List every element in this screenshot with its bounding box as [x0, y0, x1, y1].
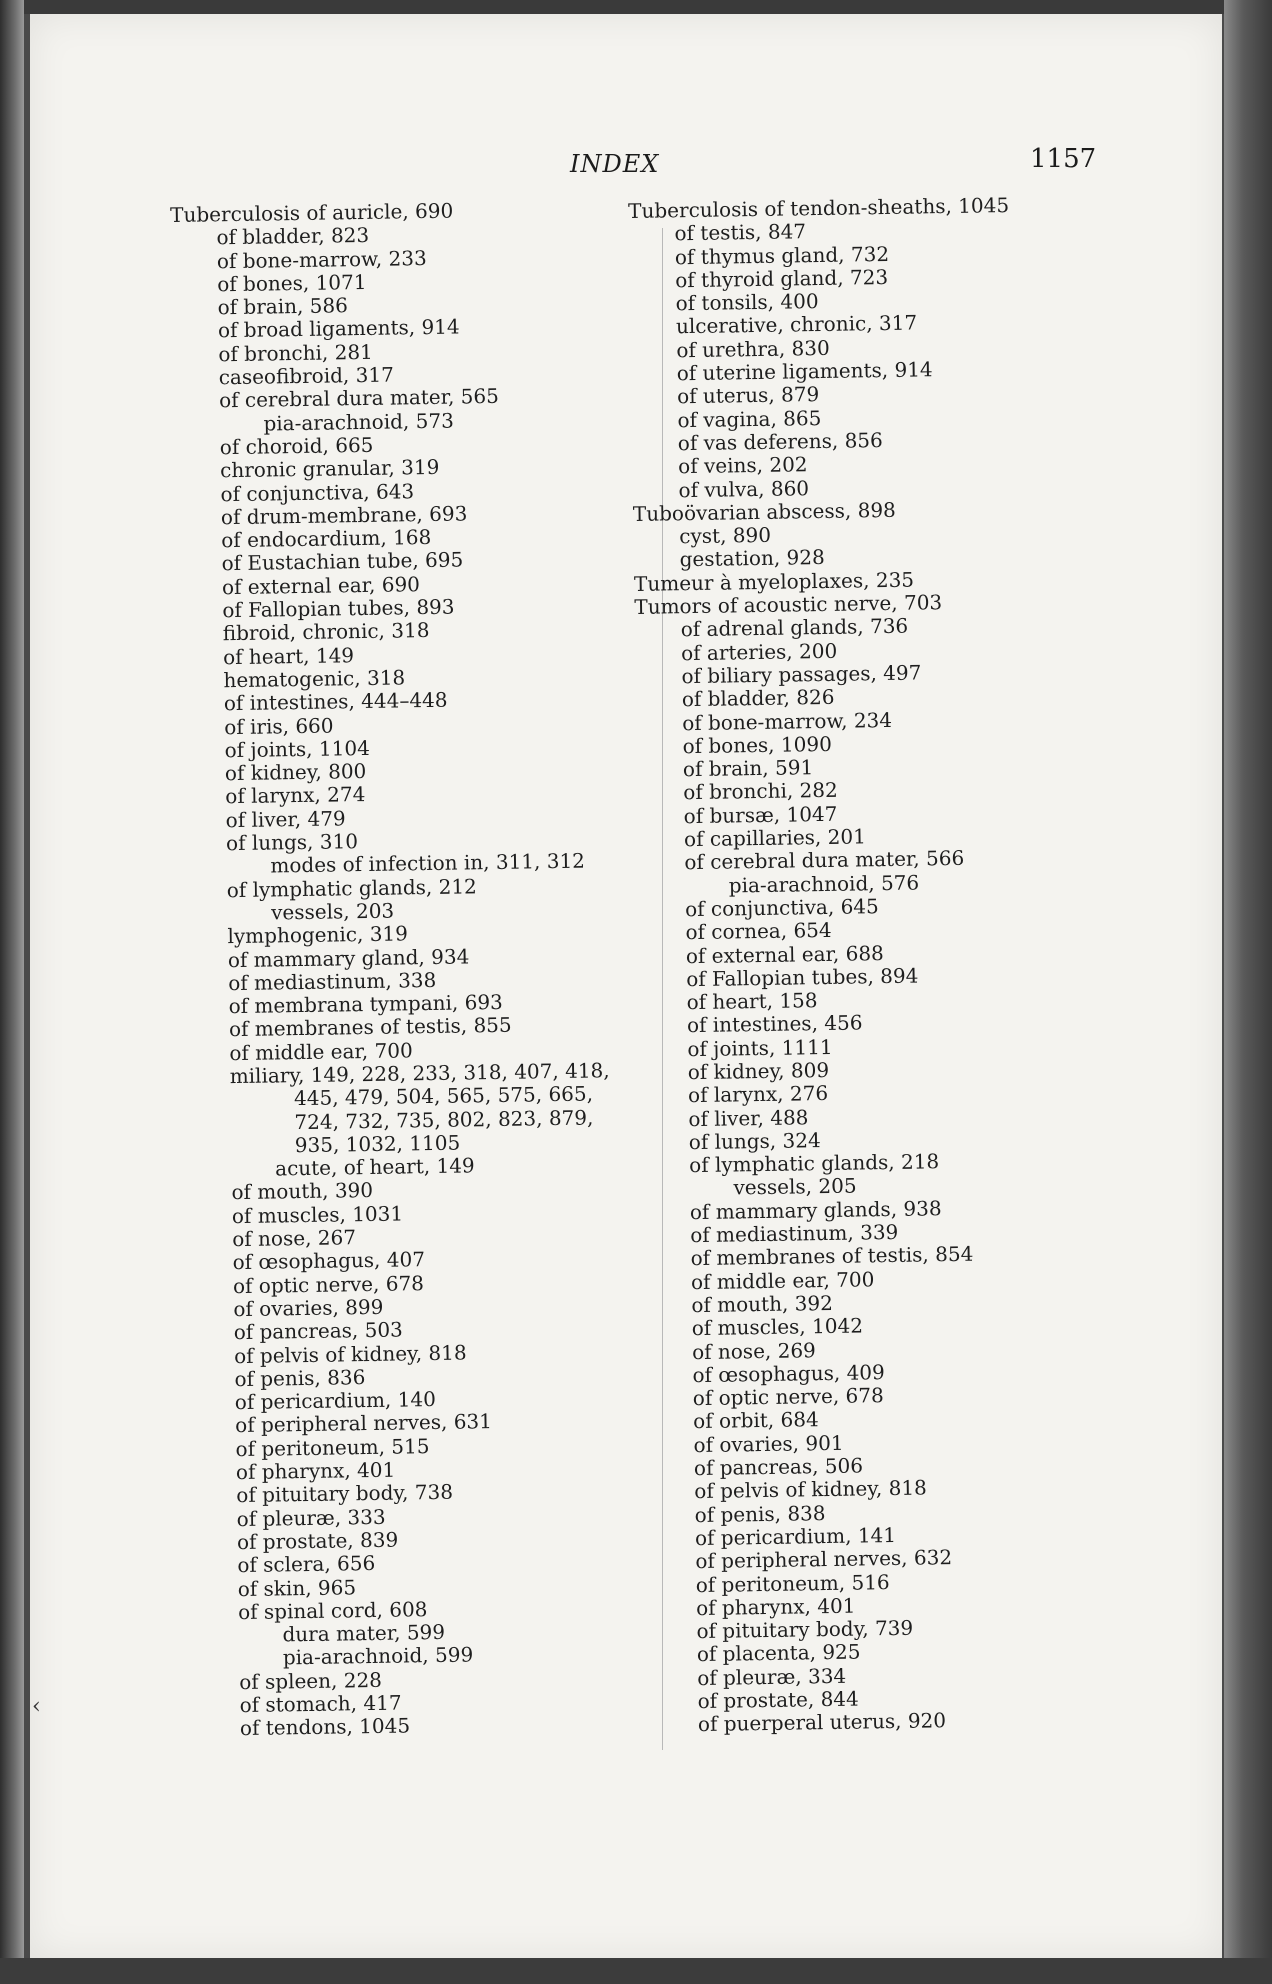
scan-border-bottom [0, 1958, 1272, 1984]
index-subentry: of external ear, 690 [221, 571, 421, 599]
index-subentry: of nose, 269 [691, 1337, 816, 1364]
index-subentry: of penis, 838 [694, 1500, 826, 1527]
index-subentry: of choroid, 665 [219, 432, 374, 460]
index-subentry: of broad ligaments, 914 [217, 314, 460, 343]
index-column-right [628, 193, 1122, 1738]
index-subentry: of œsophagus, 407 [232, 1247, 426, 1275]
index-subentry: of ovaries, 901 [693, 1430, 844, 1457]
index-subentry: of prostate, 844 [697, 1686, 859, 1714]
index-subentry: dura mater, 599 [282, 1619, 446, 1647]
index-subentry: of biliary passages, 497 [681, 660, 922, 689]
index-subentry: of pelvis of kidney, 818 [233, 1340, 467, 1368]
index-subentry: of middle ear, 700 [229, 1037, 413, 1065]
index-subentry: of capillaries, 201 [683, 824, 867, 852]
index-subentry: of joints, 1111 [687, 1034, 833, 1061]
index-subentry: of pancreas, 506 [693, 1453, 864, 1481]
index-subentry: of pharynx, 401 [695, 1593, 856, 1620]
index-heading-entry: Tuberculosis of tendon-sheaths, 1045 [627, 193, 1010, 223]
index-subentry: pia-arachnoid, 576 [728, 870, 920, 898]
index-subentry: of conjunctiva, 645 [684, 894, 879, 922]
index-subentry: of ovaries, 899 [233, 1294, 384, 1322]
index-subentry: of cornea, 654 [685, 918, 832, 945]
index-subentry: of lungs, 324 [688, 1127, 821, 1155]
index-subentry: of Fallopian tubes, 894 [686, 963, 919, 991]
index-subentry: of mouth, 390 [231, 1178, 374, 1205]
index-subentry: of spleen, 228 [239, 1667, 383, 1694]
index-subentry: of pleuræ, 334 [697, 1663, 847, 1690]
index-subentry: ulcerative, chronic, 317 [675, 310, 918, 339]
index-subentry: of tendons, 1045 [239, 1713, 411, 1741]
index-subentry: of adrenal glands, 736 [680, 613, 909, 642]
index-subentry: of orbit, 684 [693, 1407, 819, 1434]
index-subentry: 445, 479, 504, 565, 575, 665, [293, 1081, 594, 1111]
index-subentry: of vulva, 860 [678, 475, 810, 502]
index-subentry: of optic nerve, 678 [692, 1383, 884, 1411]
index-subentry: miliary, 149, 228, 233, 318, 407, 418, [229, 1058, 610, 1089]
index-subentry: of uterus, 879 [676, 382, 820, 409]
index-subentry: of skin, 965 [237, 1574, 357, 1601]
index-subentry: of stomach, 417 [239, 1690, 402, 1718]
index-subentry: of larynx, 274 [225, 782, 366, 809]
index-subentry: of muscles, 1031 [231, 1201, 404, 1228]
index-subentry: of lymphatic glands, 218 [688, 1149, 940, 1178]
index-subentry: of placenta, 925 [696, 1639, 861, 1667]
index-subentry: cyst, 890 [679, 522, 772, 549]
index-subentry: pia-arachnoid, 599 [282, 1642, 474, 1670]
index-subentry: of muscles, 1042 [691, 1313, 864, 1341]
index-subentry: of lymphatic glands, 212 [226, 873, 477, 902]
index-subentry: of intestines, 456 [686, 1010, 863, 1038]
scan-border-right [1224, 0, 1272, 1984]
index-subentry: of middle ear, 700 [690, 1266, 875, 1294]
scan-border-top [0, 0, 1272, 14]
index-subentry: of prostate, 839 [236, 1527, 399, 1555]
index-subentry: fibroid, chronic, 318 [222, 618, 430, 646]
index-subentry: of bones, 1090 [682, 731, 833, 759]
index-subentry: of membranes of testis, 855 [228, 1013, 512, 1042]
index-subentry: of cerebral dura mater, 565 [218, 384, 500, 413]
index-subentry: of bladder, 826 [681, 685, 835, 712]
index-column-left [170, 196, 674, 1741]
index-subentry: of cerebral dura mater, 566 [684, 846, 965, 875]
index-subentry: of penis, 836 [234, 1364, 366, 1391]
index-heading-entry: Tumors of acoustic nerve, 703 [634, 590, 943, 619]
index-subentry: of pituitary body, 739 [696, 1615, 914, 1644]
index-subentry: of joints, 1104 [224, 735, 370, 763]
index-subentry: of mammary glands, 938 [689, 1195, 942, 1224]
index-subentry: of bone-marrow, 233 [216, 245, 427, 273]
index-subentry: of external ear, 688 [685, 940, 884, 968]
index-heading-entry: Tuberculosis of auricle, 690 [169, 198, 454, 227]
index-subentry: modes of infection in, 311, 312 [270, 848, 586, 878]
index-subentry: of veins, 202 [678, 452, 808, 479]
index-subentry: of Eustachian tube, 695 [221, 547, 464, 576]
index-subentry: of bladder, 823 [216, 223, 370, 250]
index-subentry: of bursæ, 1047 [683, 801, 838, 828]
index-subentry: hematogenic, 318 [223, 665, 406, 693]
index-subentry: gestation, 928 [679, 545, 825, 572]
index-subentry: of drum-membrane, 693 [220, 501, 468, 530]
index-subentry: lymphogenic, 319 [227, 921, 409, 949]
index-subentry: of pancreas, 503 [233, 1317, 403, 1345]
margin-bracket-mark: ‹ [32, 1694, 41, 1719]
index-subentry: of mediastinum, 339 [690, 1219, 899, 1248]
index-subentry: of peritoneum, 515 [235, 1433, 430, 1461]
index-subentry: of pericardium, 140 [234, 1387, 437, 1415]
index-subentry: vessels, 205 [733, 1174, 857, 1200]
index-subentry: of vagina, 865 [677, 405, 822, 432]
index-subentry: of testis, 847 [674, 219, 807, 246]
index-subentry: of bones, 1071 [217, 269, 367, 297]
index-subentry: of kidney, 800 [224, 759, 367, 786]
index-subentry: vessels, 203 [270, 898, 395, 925]
index-subentry: of urethra, 830 [676, 335, 830, 363]
index-subentry: of pelvis of kidney, 818 [694, 1475, 927, 1504]
index-subentry: of larynx, 276 [687, 1081, 829, 1108]
index-subentry: of pituitary body, 738 [236, 1480, 454, 1508]
index-subentry: of liver, 488 [688, 1104, 809, 1131]
index-subentry: of nose, 267 [232, 1225, 357, 1252]
index-subentry: of lungs, 310 [225, 829, 359, 856]
index-subentry: of membrana tympani, 693 [228, 989, 503, 1019]
index-subentry: of bone-marrow, 234 [682, 707, 893, 735]
index-subentry: of uterine ligaments, 914 [676, 357, 933, 386]
index-subentry: of mouth, 392 [691, 1290, 834, 1318]
index-subentry: of œsophagus, 409 [692, 1359, 885, 1387]
index-subentry: of pericardium, 141 [694, 1522, 897, 1551]
index-heading-entry: Tuboövarian abscess, 898 [632, 497, 896, 526]
index-subentry: of peripheral nerves, 632 [695, 1545, 953, 1574]
book-page [30, 14, 1222, 1958]
index-subentry: of conjunctiva, 643 [220, 478, 415, 506]
index-subentry: of sclera, 656 [237, 1551, 376, 1578]
index-subentry: of puerperal uterus, 920 [697, 1708, 947, 1737]
index-subentry: of heart, 149 [222, 642, 355, 669]
index-subentry: of endocardium, 168 [221, 525, 432, 553]
index-subentry: of brain, 591 [682, 755, 814, 782]
page-number: 1157 [1030, 144, 1097, 174]
index-subentry: of liver, 479 [225, 806, 346, 832]
index-subentry: of optic nerve, 678 [232, 1270, 425, 1298]
index-subentry: pia-arachnoid, 573 [263, 408, 455, 436]
index-subentry: of iris, 660 [224, 713, 334, 739]
index-subentry: of arteries, 200 [680, 638, 838, 665]
index-subentry: of pleuræ, 333 [236, 1504, 386, 1531]
index-subentry: acute, of heart, 149 [274, 1153, 475, 1181]
index-subentry: of vas deferens, 856 [677, 427, 883, 456]
index-subentry: of Fallopian tubes, 893 [222, 594, 455, 623]
index-subentry: chronic granular, 319 [220, 455, 440, 483]
index-subentry: of intestines, 444–448 [223, 687, 448, 716]
index-subentry: of membranes of testis, 854 [690, 1242, 974, 1271]
index-subentry: of thymus gland, 732 [674, 241, 890, 269]
index-subentry: of pharynx, 401 [235, 1457, 396, 1485]
index-subentry: of tonsils, 400 [675, 289, 819, 316]
index-subentry: of bronchi, 281 [218, 339, 373, 367]
index-subentry: of thyroid gland, 723 [675, 264, 889, 293]
index-subentry: of bronchi, 282 [683, 778, 838, 805]
index-subentry: of spinal cord, 608 [237, 1596, 428, 1624]
index-heading-entry: Tumeur à myeloplaxes, 235 [633, 567, 915, 596]
index-subentry: 724, 732, 735, 802, 823, 879, [294, 1105, 594, 1134]
scan-border-left [0, 0, 24, 1984]
index-subentry: of mammary gland, 934 [227, 943, 470, 972]
index-subentry: of heart, 158 [686, 988, 818, 1015]
index-subentry: of brain, 586 [217, 293, 349, 320]
index-subentry: of peritoneum, 516 [695, 1569, 890, 1597]
running-header-title: INDEX [570, 150, 660, 178]
index-subentry: of peripheral nerves, 631 [235, 1409, 493, 1438]
index-subentry: caseofibroid, 317 [218, 362, 395, 390]
index-subentry: of kidney, 809 [687, 1057, 830, 1085]
index-subentry: of mediastinum, 338 [228, 967, 437, 995]
index-subentry: 935, 1032, 1105 [294, 1130, 461, 1158]
